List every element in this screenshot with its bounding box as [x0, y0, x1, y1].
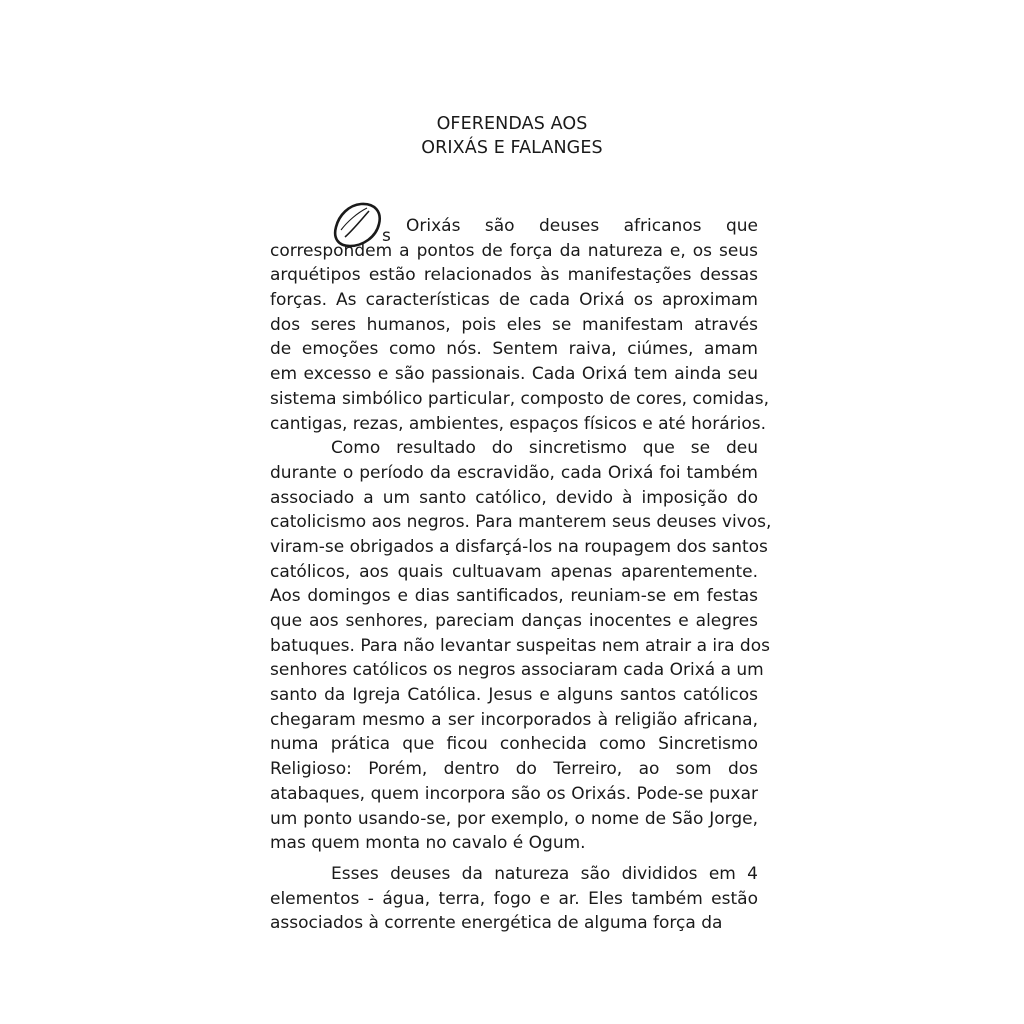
- paragraph-2-line-1: Como resultado do sincretismo que se deu: [331, 438, 758, 459]
- paragraph-1-line-1: Orixás são deuses africanos que: [406, 216, 758, 236]
- paragraph-3-line-1: Esses deuses da natureza são divididos em 4: [331, 863, 758, 884]
- paragraph-2-line-7: Aos domingos e dias santificados, reuniam-se em festas: [270, 586, 758, 607]
- paragraph-1-line-5: dos seres humanos, pois eles se manifestam através: [270, 314, 758, 335]
- paragraph-2-line-3: associado a um santo católico, devido à imposição do: [270, 487, 758, 508]
- paragraph-2-line-9: batuques. Para não levantar suspeitas nem atrair a ira dos: [270, 635, 770, 656]
- chapter-title-line-2: ORIXÁS E FALANGES: [421, 138, 603, 158]
- paragraph-2-line-17: mas quem monta no cavalo é Ogum.: [270, 833, 586, 854]
- paragraph-2-line-15: atabaques, quem incorpora são os Orixás. Pode-se puxar: [270, 783, 758, 804]
- paragraph-2-line-8: que aos senhores, pareciam danças inocentes e alegres: [270, 611, 758, 631]
- paragraph-3-line-2: elementos - água, terra, fogo e ar. Eles também estão: [270, 888, 758, 909]
- paragraph-1-line-2: correspondem a pontos de força da natureza e, os seus: [270, 240, 758, 261]
- paragraph-2-line-16: um ponto usando-se, por exemplo, o nome de São Jorge,: [270, 808, 758, 829]
- paragraph-2-line-5: viram-se obrigados a disfarçá-los na roupagem dos santos: [270, 536, 768, 557]
- paragraph-1-line-9: cantigas, rezas, ambientes, espaços físicos e até horários.: [270, 413, 766, 434]
- paragraph-3-line-3: associados à corrente energética de alguma força da: [270, 913, 723, 934]
- paragraph-1-line-8: sistema simbólico particular, composto de cores, comidas,: [270, 388, 769, 409]
- paragraph-2-line-6: católicos, aos quais cultuavam apenas aparentemente.: [270, 561, 758, 582]
- paragraph-1-line-6: de emoções como nós. Sentem raiva, ciúmes, amam: [270, 339, 758, 360]
- body-text: [270, 214, 772, 936]
- paragraph-2-line-2: durante o período da escravidão, cada Orixá foi também: [270, 462, 758, 483]
- drop-cap-rest: s: [382, 226, 391, 246]
- paragraph-2-line-14: Religioso: Porém, dentro do Terreiro, ao som dos: [270, 759, 758, 780]
- paragraph-1-line-7: em excesso e são passionais. Cada Orixá tem ainda seu: [270, 364, 758, 385]
- paragraph-2-line-11: santo da Igreja Católica. Jesus e alguns santos católicos: [270, 685, 758, 706]
- paragraph-1-line-3: arquétipos estão relacionados às manifestações dessas: [270, 265, 758, 286]
- paragraph-2-line-13: numa prática que ficou conhecida como Sincretismo: [270, 734, 758, 755]
- paragraph-2-line-12: chegaram mesmo a ser incorporados à religião africana,: [270, 709, 758, 730]
- chapter-title-line-1: OFERENDAS AOS: [436, 114, 588, 134]
- paragraph-2-line-10: senhores católicos os negros associaram cada Orixá a um: [270, 660, 764, 681]
- paragraph-2-line-4: catolicismo aos negros. Para manterem seus deuses vivos,: [270, 512, 772, 533]
- paragraph-1-line-4: forças. As características de cada Orixá os aproximam: [270, 290, 758, 311]
- chapter-title: [380, 112, 644, 160]
